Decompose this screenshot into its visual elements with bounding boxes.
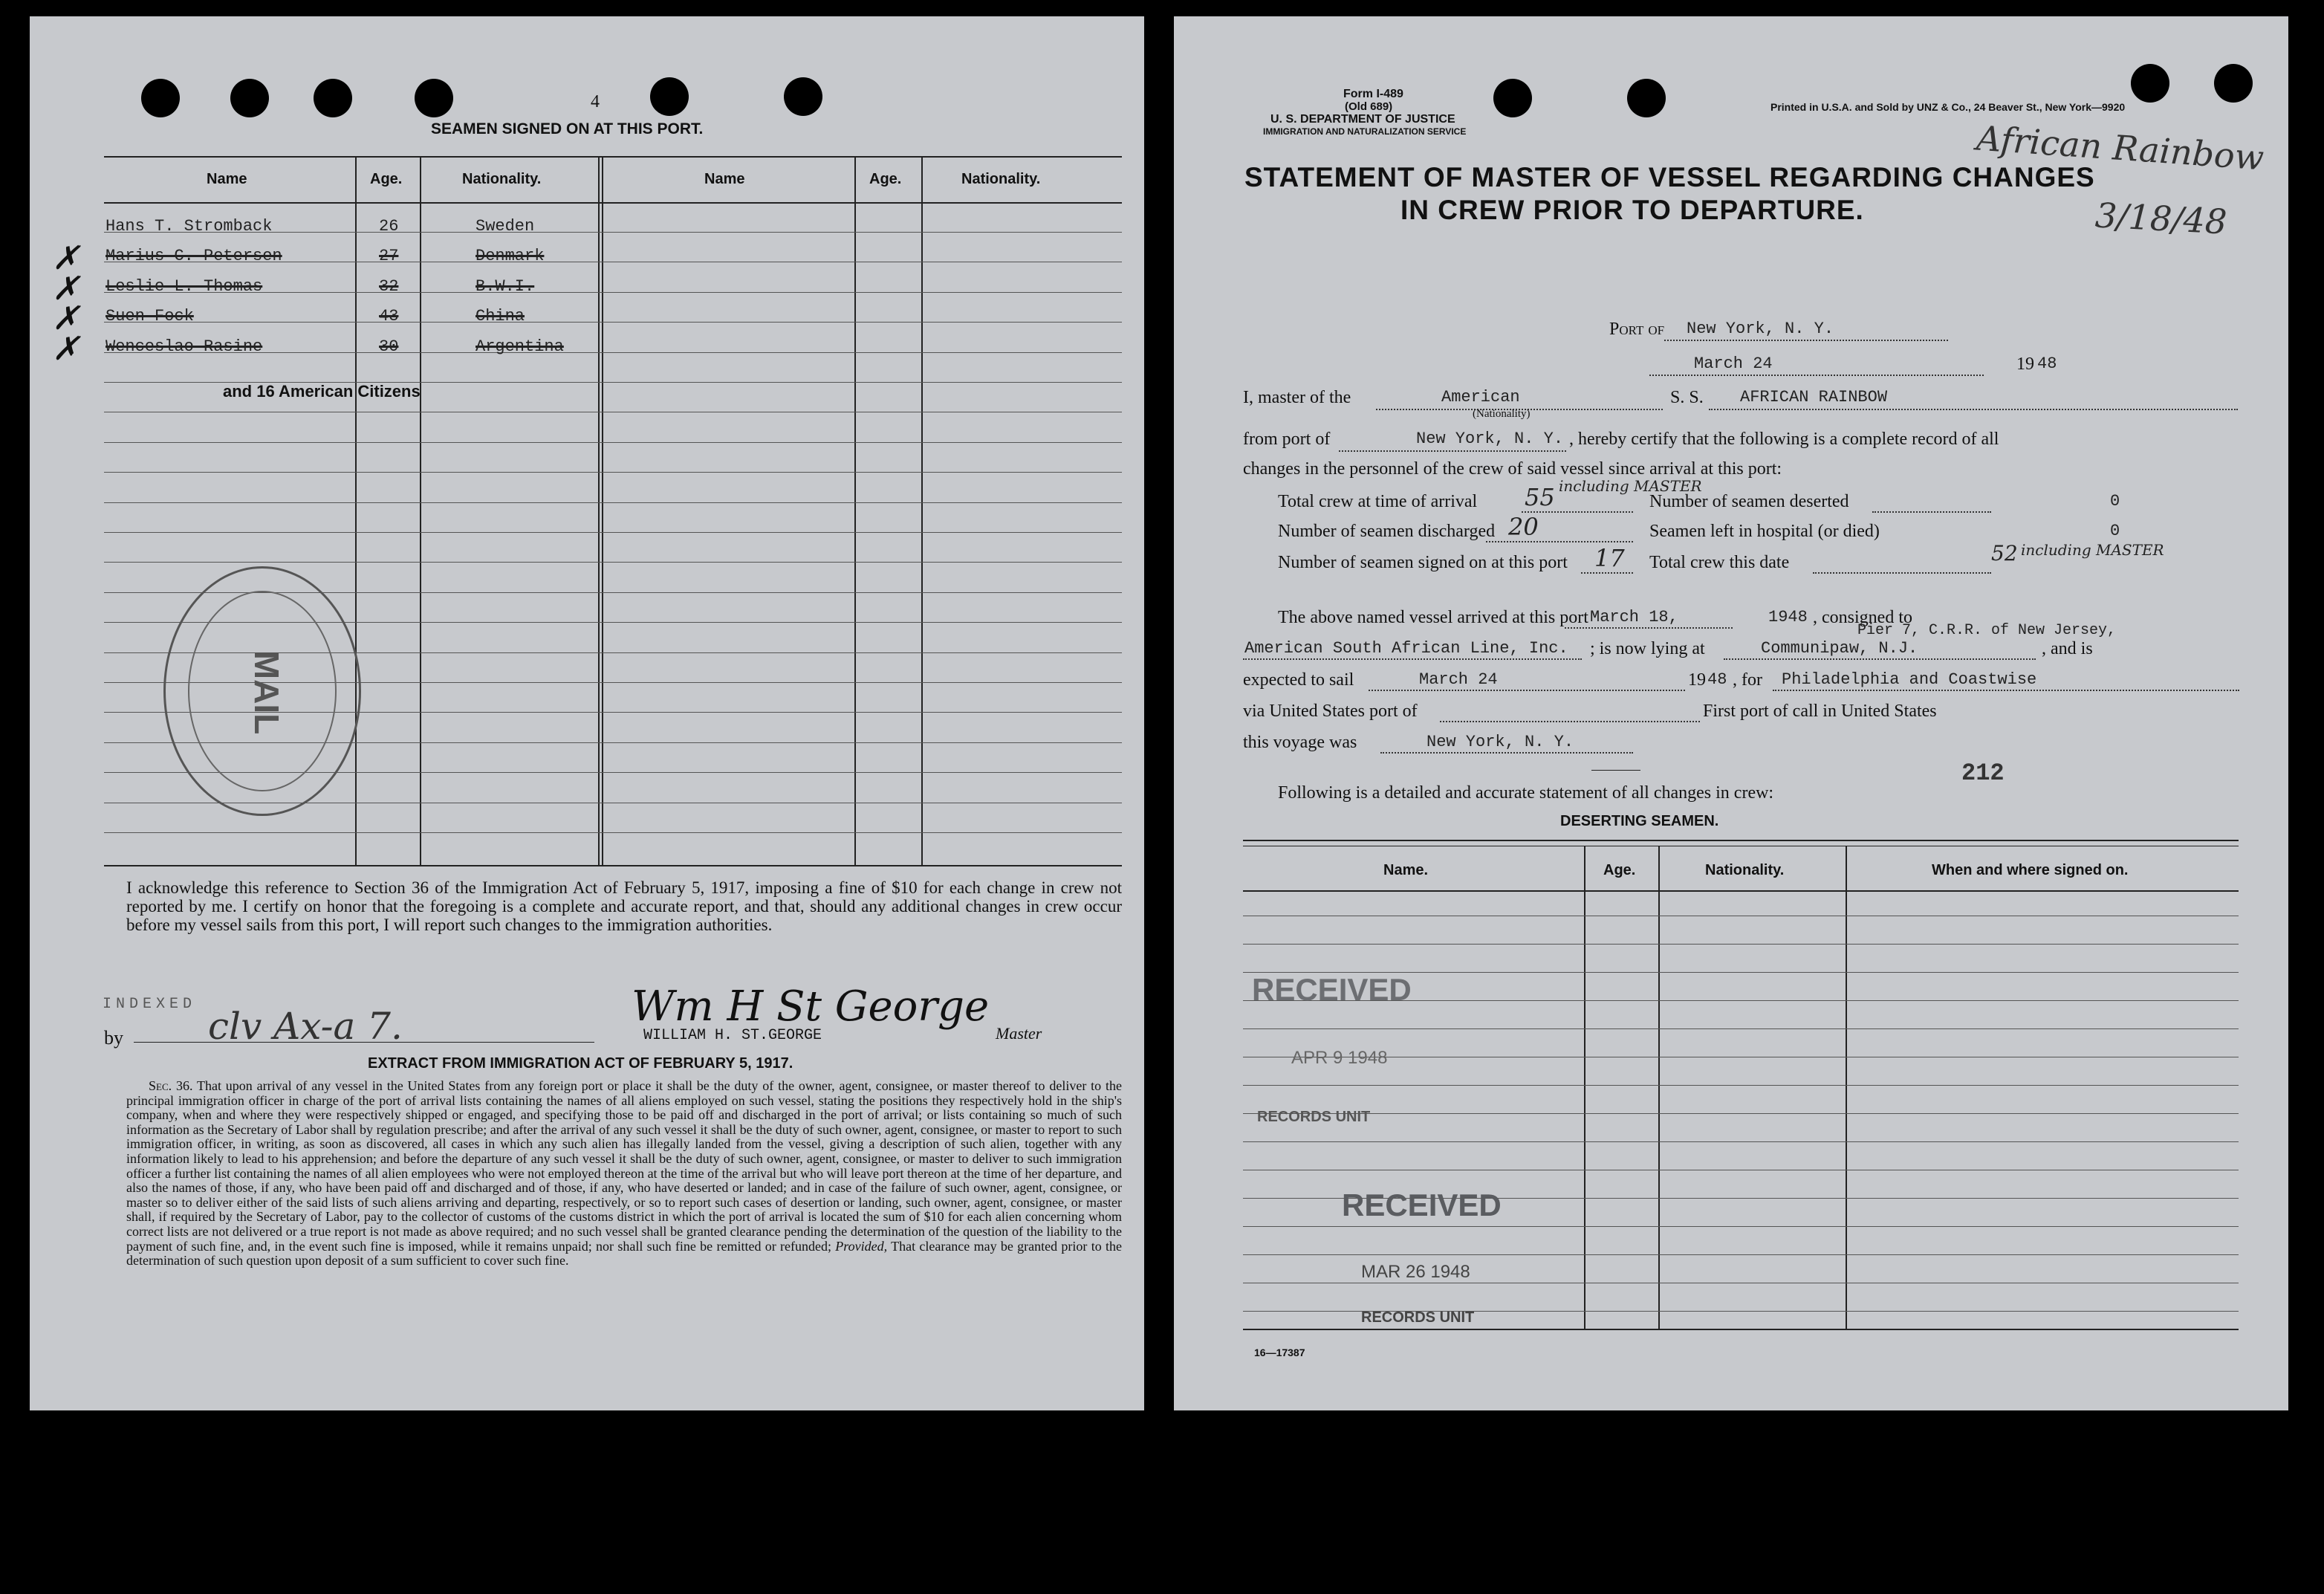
records-unit-stamp: RECORDS UNIT bbox=[1257, 1109, 1371, 1125]
by-signature: clv Ax-a 7. bbox=[208, 1005, 403, 1048]
cross-mark-icon: ✗ bbox=[52, 239, 79, 278]
table-row-line bbox=[104, 502, 1122, 503]
right-page bbox=[1174, 16, 2288, 1410]
port-value: New York, N. Y. bbox=[1687, 320, 1834, 338]
sail-year-prefix: 19 bbox=[1688, 670, 1706, 690]
seaman-age: 32 bbox=[379, 276, 399, 296]
table-row-line bbox=[104, 322, 1122, 323]
lying-value: Communipaw, N.J. bbox=[1761, 639, 1918, 658]
indexed-label: INDEXED bbox=[103, 996, 197, 1013]
master-of-label: I, master of the bbox=[1243, 388, 1351, 407]
cross-mark-icon: ✗ bbox=[52, 269, 79, 308]
punch-hole bbox=[141, 79, 180, 117]
deserting-col-signed: When and where signed on. bbox=[1932, 862, 2129, 878]
vessel-name: AFRICAN RAINBOW bbox=[1740, 388, 1888, 406]
punch-hole bbox=[230, 79, 269, 117]
punch-hole bbox=[784, 77, 822, 116]
from-port-label: from port of bbox=[1243, 430, 1331, 449]
table-row-line bbox=[104, 472, 1122, 473]
col-header-age: Age. bbox=[370, 171, 403, 187]
total-date-value: 52 bbox=[1991, 541, 2018, 566]
form-old-number: (Old 689) bbox=[1345, 100, 1393, 113]
destination-value: Philadelphia and Coastwise bbox=[1782, 670, 2037, 689]
postmark-stamp: MAIL bbox=[163, 566, 361, 816]
deserting-title: DESERTING SEAMEN. bbox=[1560, 813, 1719, 829]
following-text: Following is a detailed and accurate statement of all changes in crew: bbox=[1278, 783, 1774, 803]
year-value: 48 bbox=[2037, 354, 2057, 373]
seaman-name: Wenceslao Rasine bbox=[106, 337, 263, 356]
from-port-value: New York, N. Y. bbox=[1416, 430, 1564, 448]
table-row-line bbox=[1243, 1254, 2239, 1255]
hospital-value: 0 bbox=[2110, 522, 2120, 540]
deserted-value: 0 bbox=[2110, 492, 2120, 511]
deserting-col-age: Age. bbox=[1603, 862, 1636, 878]
handwritten-ship-name: African Rainbow bbox=[1975, 117, 2265, 178]
and-is-label: , and is bbox=[2042, 639, 2093, 658]
nationality-value: American bbox=[1441, 388, 1520, 406]
table-row-line bbox=[1243, 1141, 2239, 1142]
left-page bbox=[30, 16, 1144, 1410]
voyage-value: New York, N. Y. bbox=[1426, 733, 1574, 751]
stamp-date: MAR 26 1948 bbox=[1361, 1262, 1470, 1282]
seaman-nationality: Sweden bbox=[475, 217, 535, 236]
punch-hole bbox=[650, 77, 689, 116]
lying-label: ; is now lying at bbox=[1590, 639, 1705, 658]
received-stamp: RECEIVED bbox=[1252, 972, 1412, 1007]
seaman-nationality: Denmark bbox=[475, 247, 545, 266]
table-row-line bbox=[1243, 1226, 2239, 1227]
table-row-line bbox=[1243, 1085, 2239, 1086]
form-number: Form I-489 bbox=[1343, 88, 1403, 100]
year-prefix: 19 bbox=[2016, 354, 2034, 374]
seaman-age: 27 bbox=[379, 247, 399, 266]
extract-title: EXTRACT FROM IMMIGRATION ACT OF FEBRUARY 5, 1917. bbox=[368, 1055, 793, 1072]
punch-hole bbox=[1493, 79, 1532, 117]
sail-label: expected to sail bbox=[1243, 670, 1354, 690]
table-row-line bbox=[104, 532, 1122, 533]
service-name: IMMIGRATION AND NATURALIZATION SERVICE bbox=[1263, 126, 1467, 137]
first-port-label: First port of call in United States bbox=[1703, 702, 1937, 721]
ss-label: S. S. bbox=[1670, 388, 1704, 407]
handwritten-date: 3/18/48 bbox=[2094, 195, 2228, 242]
consigned-label: , consigned to bbox=[1813, 608, 1912, 627]
form-title-line2: IN CREW PRIOR TO DEPARTURE. bbox=[1400, 195, 1864, 225]
footer-code: 16—17387 bbox=[1254, 1347, 1305, 1358]
punch-hole bbox=[415, 79, 453, 117]
master-signature: Wm H St George bbox=[632, 982, 990, 1031]
discharged-label: Number of seamen discharged bbox=[1278, 522, 1496, 541]
master-label: Master bbox=[996, 1024, 1042, 1043]
hospital-label: Seamen left in hospital (or died) bbox=[1649, 522, 1880, 541]
citizens-note: and 16 American Citizens bbox=[223, 382, 421, 401]
stamp-date: APR 9 1948 bbox=[1291, 1048, 1388, 1068]
certify-text: , hereby certify that the following is a complete record of all bbox=[1569, 430, 1999, 449]
seaman-name: Leslie L. Thomas bbox=[106, 276, 263, 296]
page-number: 4 bbox=[591, 92, 600, 111]
master-printed-name: WILLIAM H. ST.GEORGE bbox=[643, 1027, 822, 1044]
total-arrival-value: 55 bbox=[1525, 483, 1555, 511]
consignee-value: American South African Line, Inc. bbox=[1244, 639, 1568, 658]
acknowledgement-text: I acknowledge this reference to Section 36 of the Immigration Act of February 5, 1917, imposing a fine of $10 for each change in crew not reported by me. I certify on honor that the foregoing is a complete and accurate report, and that, should any additional changes in crew occur before my vessel sails from this port, I will report such changes to the immigration authorities. bbox=[126, 878, 1122, 934]
by-label: by bbox=[104, 1027, 123, 1049]
deserted-label: Number of seamen deserted bbox=[1649, 492, 1849, 511]
arrived-value: March 18, bbox=[1590, 608, 1678, 626]
table-row-line bbox=[1243, 1028, 2239, 1029]
col-header-nationality: Nationality. bbox=[462, 171, 542, 187]
col-header-name: Name bbox=[207, 171, 247, 187]
port-label: Port of bbox=[1609, 320, 1665, 339]
pier-value: Pier 7, C.R.R. of New Jersey, bbox=[1857, 622, 2117, 639]
col-header-age: Age. bbox=[869, 171, 902, 187]
seaman-age: 43 bbox=[379, 307, 399, 326]
total-date-label: Total crew this date bbox=[1649, 553, 1790, 572]
via-label: via United States port of bbox=[1243, 702, 1418, 721]
cross-mark-icon: ✗ bbox=[52, 329, 79, 368]
deserting-col-nationality: Nationality. bbox=[1705, 862, 1785, 878]
seaman-name: Marius C. Petersen bbox=[106, 247, 282, 266]
seaman-nationality: China bbox=[475, 307, 525, 326]
table-row-line bbox=[104, 562, 1122, 563]
punch-hole bbox=[1627, 79, 1666, 117]
reference-number: 212 bbox=[1961, 759, 2005, 787]
received-stamp: RECEIVED bbox=[1342, 1188, 1502, 1222]
arrived-label: The above named vessel arrived at this port bbox=[1278, 608, 1588, 627]
seaman-nationality: B.W.I. bbox=[475, 276, 535, 296]
signed-on-label: Number of seamen signed on at this port bbox=[1278, 553, 1568, 572]
total-arrival-note: including MASTER bbox=[1559, 477, 1702, 495]
seaman-name: Suen Fock bbox=[106, 307, 194, 326]
table-row-line bbox=[104, 442, 1122, 443]
discharged-value: 20 bbox=[1508, 513, 1539, 541]
table-row-line bbox=[1243, 944, 2239, 945]
extract-text: Sec. 36. That upon arrival of any vessel in the United States from any foreign port or place it shall be the duty of the owner, agent, consignee, or master thereof to deliver to the principal immigration officer in charge of the port of arrival lists containing the names of all aliens employed on such vessel, stating the positions they respectively hold in the ship's company, when and where they were respectively shipped or engaged, and specifying those to be paid off and discharged in the port of arrival; or lists containing so much of such information as the Secretary of Labor shall by regulation prescribe; and after the arrival of any such vessel it shall be the duty of such owner, agent, consignee, or master to report to such immigration officer, in writing, as soon as discovered, all cases in which any such alien has illegally landed from the vessel, giving a description of such alien, together with any information likely to lead to his apprehension; and before the departure of any such vessel it shall be the duty of such owner, agent, consignee, or master to deliver to such immigration officer a further list containing the names of all alien employees who were not employed thereon at the time of the arrival but who will leave port thereon at the time of her departure, and also the names of those, if any, who have been paid off and discharged and of those, if any, who have deserted or landed; and in case of the failure of such owner, agent, consignee, or master so to deliver either of the said lists of such aliens arriving and departing, respectively, or so to report such cases of desertion or landing, such owner, agent, consignee, or master shall, if required by the Secretary of Labor, pay to the collector of customs of the customs district in which the port of arrival is located the sum of $10 for each alien concerning whom correct lists are not delivered or a true report is not made as above required; and no such vessel shall be granted clearance pending the determination of the question of the liability to the payment of such fine, and, in the event such fine is imposed, while it remains unpaid; nor shall such fine be remitted or refunded; Provided, That clearance may be granted prior to the determination of such question upon deposit of a sum sufficient to cover such fine. bbox=[126, 1078, 1123, 1269]
signed-on-value: 17 bbox=[1594, 544, 1625, 572]
changes-text: changes in the personnel of the crew of said vessel since arrival at this port: bbox=[1243, 459, 1782, 479]
records-unit-stamp: RECORDS UNIT bbox=[1361, 1309, 1475, 1326]
punch-hole bbox=[2131, 64, 2169, 103]
sail-value: March 24 bbox=[1419, 670, 1498, 689]
punch-hole bbox=[2214, 64, 2253, 103]
date-value: March 24 bbox=[1694, 354, 1773, 373]
table-row-line bbox=[104, 832, 1122, 833]
col-header-nationality: Nationality. bbox=[961, 171, 1041, 187]
for-label: , for bbox=[1733, 670, 1762, 690]
agency-name: U. S. DEPARTMENT OF JUSTICE bbox=[1270, 113, 1455, 126]
section-title: SEAMEN SIGNED ON AT THIS PORT. bbox=[431, 120, 704, 137]
voyage-label: this voyage was bbox=[1243, 733, 1357, 752]
cross-mark-icon: ✗ bbox=[52, 299, 79, 338]
nationality-label: (Nationality) bbox=[1473, 408, 1531, 420]
sail-year: 48 bbox=[1707, 670, 1727, 689]
printer-note: Printed in U.S.A. and Sold by UNZ & Co., 24 Beaver St., New York—9920 bbox=[1770, 101, 2126, 113]
deserting-col-name: Name. bbox=[1383, 862, 1429, 878]
form-title-line1: STATEMENT OF MASTER OF VESSEL REGARDING CHANGES bbox=[1244, 162, 2095, 192]
total-date-note: including MASTER bbox=[2021, 541, 2164, 559]
seaman-age: 26 bbox=[379, 217, 399, 236]
table-row-line bbox=[1243, 1113, 2239, 1114]
seaman-name: Hans T. Stromback bbox=[106, 217, 273, 236]
seaman-age: 30 bbox=[379, 337, 399, 356]
seaman-nationality: Argentina bbox=[475, 337, 564, 356]
total-arrival-label: Total crew at time of arrival bbox=[1278, 492, 1478, 511]
punch-hole bbox=[314, 79, 352, 117]
col-header-name: Name bbox=[704, 171, 745, 187]
arrived-year: 1948 bbox=[1768, 608, 1808, 626]
